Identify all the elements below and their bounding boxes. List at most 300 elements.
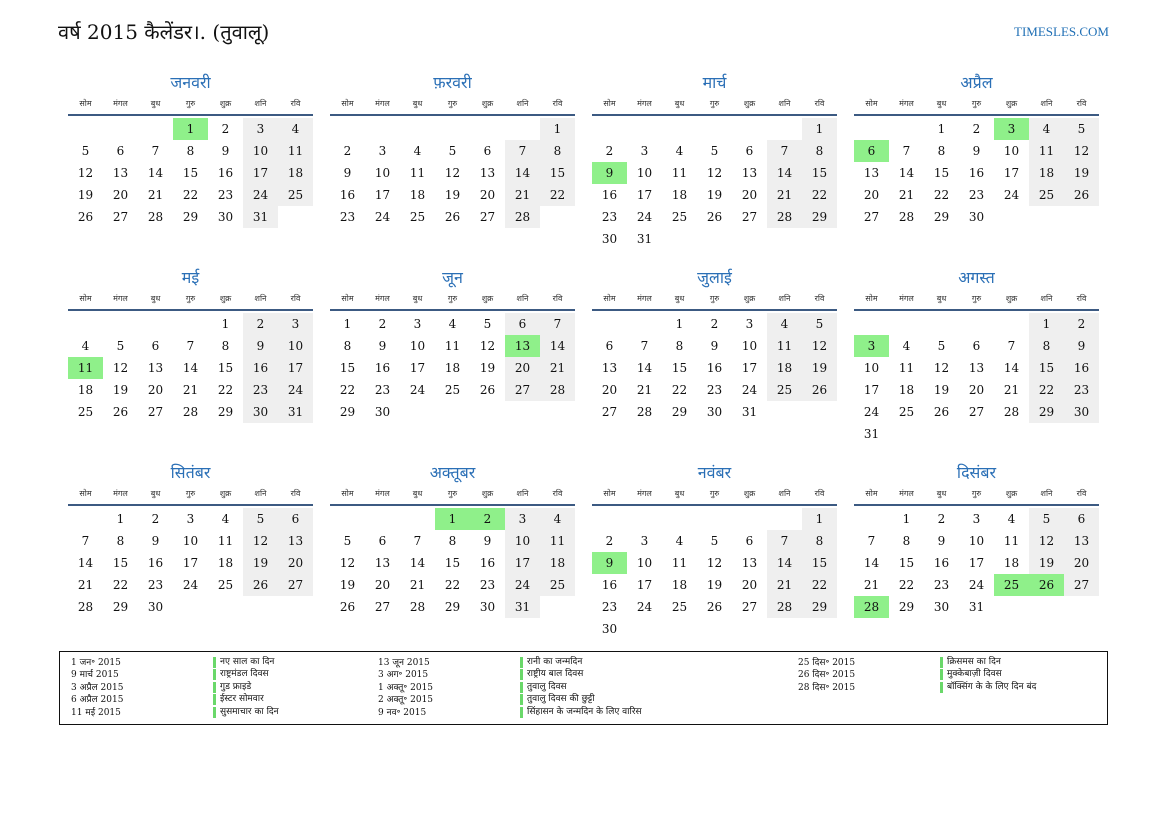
day-cell[interactable]: 26 [802, 379, 837, 401]
day-cell[interactable]: 10 [505, 530, 540, 552]
day-cell[interactable]: 20 [601, 383, 618, 397]
day-cell[interactable]: 17 [636, 578, 653, 592]
day-cell[interactable]: 9 [151, 534, 160, 548]
day-cell[interactable]: 19 [802, 357, 837, 379]
day-cell[interactable]: 28 [540, 379, 575, 401]
day-cell[interactable]: 14 [409, 556, 426, 570]
day-cell[interactable]: 19 [77, 188, 94, 202]
day-cell[interactable]: 6 [972, 339, 981, 353]
day-cell[interactable]: 9 [343, 166, 352, 180]
day-cell[interactable]: 12 [243, 530, 278, 552]
day-cell[interactable]: 4 [902, 339, 911, 353]
day-cell[interactable]: 16 [1064, 357, 1099, 379]
day-cell[interactable]: 29 [671, 405, 688, 419]
day-cell[interactable]: 23 [601, 210, 618, 224]
day-cell[interactable]: 15 [898, 556, 915, 570]
day-cell[interactable]: 8 [1029, 335, 1064, 357]
day-cell[interactable]: 2 [972, 122, 981, 136]
day-cell[interactable]: 16 [243, 357, 278, 379]
day-cell[interactable]: 7 [640, 339, 649, 353]
day-cell[interactable]: 21 [767, 574, 802, 596]
day-cell[interactable]: 14 [540, 335, 575, 357]
day-cell[interactable]: 22 [339, 383, 356, 397]
day-cell[interactable]: 30 [601, 232, 618, 246]
day-cell[interactable]: 23 [933, 578, 950, 592]
day-cell[interactable]: 14 [77, 556, 94, 570]
day-cell[interactable]: 4 [675, 534, 684, 548]
day-cell[interactable]: 9 [378, 339, 387, 353]
day-cell[interactable]: 7 [505, 140, 540, 162]
day-cell[interactable]: 10 [278, 335, 313, 357]
day-cell[interactable]: 18 [898, 383, 915, 397]
day-cell[interactable]: 17 [182, 556, 199, 570]
day-cell[interactable]: 16 [374, 361, 391, 375]
day-cell[interactable]: 11 [898, 361, 915, 375]
day-cell[interactable]: 6 [151, 339, 160, 353]
day-cell[interactable]: 23 [601, 600, 618, 614]
day-cell[interactable]: 31 [636, 232, 653, 246]
day-cell[interactable]: 31 [741, 405, 758, 419]
day-cell[interactable]: 18 [77, 383, 94, 397]
day-cell[interactable]: 13 [479, 166, 496, 180]
day-cell[interactable]: 7 [767, 530, 802, 552]
day-cell[interactable]: 26 [339, 600, 356, 614]
day-cell[interactable]: 3 [854, 335, 889, 357]
day-cell[interactable]: 17 [278, 357, 313, 379]
day-cell[interactable]: 22 [671, 383, 688, 397]
day-cell[interactable]: 14 [182, 361, 199, 375]
day-cell[interactable]: 20 [374, 578, 391, 592]
day-cell[interactable]: 28 [147, 210, 164, 224]
day-cell[interactable]: 2 [243, 313, 278, 335]
day-cell[interactable]: 17 [1003, 166, 1020, 180]
day-cell[interactable]: 1 [802, 118, 837, 140]
day-cell[interactable]: 10 [741, 339, 758, 353]
day-cell[interactable]: 11 [1003, 534, 1020, 548]
day-cell[interactable]: 24 [409, 383, 426, 397]
day-cell[interactable]: 30 [374, 405, 391, 419]
day-cell[interactable]: 12 [77, 166, 94, 180]
day-cell[interactable]: 24 [182, 578, 199, 592]
day-cell[interactable]: 10 [636, 556, 653, 570]
day-cell[interactable]: 13 [147, 361, 164, 375]
day-cell[interactable]: 24 [968, 578, 985, 592]
day-cell[interactable]: 16 [147, 556, 164, 570]
day-cell[interactable]: 31 [863, 427, 880, 441]
day-cell[interactable]: 21 [863, 578, 880, 592]
day-cell[interactable]: 29 [339, 405, 356, 419]
day-cell[interactable]: 12 [339, 556, 356, 570]
day-cell[interactable]: 17 [505, 552, 540, 574]
day-cell[interactable]: 9 [1064, 335, 1099, 357]
day-cell[interactable]: 23 [217, 188, 234, 202]
day-cell[interactable]: 18 [540, 552, 575, 574]
day-cell[interactable]: 15 [671, 361, 688, 375]
day-cell[interactable]: 22 [933, 188, 950, 202]
day-cell[interactable]: 24 [278, 379, 313, 401]
day-cell[interactable]: 21 [636, 383, 653, 397]
day-cell[interactable]: 25 [1029, 184, 1064, 206]
day-cell[interactable]: 18 [217, 556, 234, 570]
day-cell[interactable]: 3 [745, 317, 754, 331]
day-cell[interactable]: 27 [479, 210, 496, 224]
day-cell[interactable]: 13 [112, 166, 129, 180]
day-cell[interactable]: 16 [339, 188, 356, 202]
day-cell[interactable]: 10 [863, 361, 880, 375]
day-cell[interactable]: 23 [374, 383, 391, 397]
day-cell[interactable]: 30 [706, 405, 723, 419]
day-cell[interactable]: 30 [968, 210, 985, 224]
day-cell[interactable]: 4 [1007, 512, 1016, 526]
day-cell[interactable]: 27 [968, 405, 985, 419]
day-cell[interactable]: 22 [540, 184, 575, 206]
day-cell[interactable]: 5 [937, 339, 946, 353]
day-cell[interactable]: 20 [863, 188, 880, 202]
day-cell[interactable]: 10 [968, 534, 985, 548]
day-cell[interactable]: 25 [278, 184, 313, 206]
day-cell[interactable]: 13 [601, 361, 618, 375]
day-cell[interactable]: 28 [854, 596, 889, 618]
day-cell[interactable]: 20 [505, 357, 540, 379]
day-cell[interactable]: 24 [505, 574, 540, 596]
day-cell[interactable]: 26 [243, 574, 278, 596]
day-cell[interactable]: 31 [968, 600, 985, 614]
day-cell[interactable]: 12 [706, 556, 723, 570]
day-cell[interactable]: 1 [343, 317, 352, 331]
day-cell[interactable]: 19 [479, 361, 496, 375]
day-cell[interactable]: 29 [1029, 401, 1064, 423]
day-cell[interactable]: 5 [483, 317, 492, 331]
day-cell[interactable]: 17 [741, 361, 758, 375]
day-cell[interactable]: 26 [706, 600, 723, 614]
day-cell[interactable]: 12 [112, 361, 129, 375]
day-cell[interactable]: 18 [444, 361, 461, 375]
day-cell[interactable]: 12 [802, 335, 837, 357]
day-cell[interactable]: 29 [802, 596, 837, 618]
day-cell[interactable]: 2 [151, 512, 160, 526]
day-cell[interactable]: 1 [173, 118, 208, 140]
day-cell[interactable]: 20 [1064, 552, 1099, 574]
day-cell[interactable]: 9 [972, 144, 981, 158]
day-cell[interactable]: 11 [1029, 140, 1064, 162]
day-cell[interactable]: 24 [741, 383, 758, 397]
day-cell[interactable]: 14 [636, 361, 653, 375]
day-cell[interactable]: 8 [802, 140, 837, 162]
day-cell[interactable]: 5 [1029, 508, 1064, 530]
day-cell[interactable]: 1 [1029, 313, 1064, 335]
day-cell[interactable]: 1 [802, 508, 837, 530]
day-cell[interactable]: 4 [221, 512, 230, 526]
day-cell[interactable]: 31 [505, 596, 540, 618]
day-cell[interactable]: 25 [217, 578, 234, 592]
day-cell[interactable]: 19 [112, 383, 129, 397]
day-cell[interactable]: 2 [378, 317, 387, 331]
day-cell[interactable]: 21 [147, 188, 164, 202]
day-cell[interactable]: 9 [243, 335, 278, 357]
site-link[interactable]: TIMESLES.COM [1014, 24, 1109, 39]
day-cell[interactable]: 23 [339, 210, 356, 224]
day-cell[interactable]: 10 [374, 166, 391, 180]
day-cell[interactable]: 18 [1003, 556, 1020, 570]
day-cell[interactable]: 8 [343, 339, 352, 353]
day-cell[interactable]: 13 [741, 556, 758, 570]
day-cell[interactable]: 3 [413, 317, 422, 331]
day-cell[interactable]: 11 [409, 166, 426, 180]
day-cell[interactable]: 17 [636, 188, 653, 202]
day-cell[interactable]: 15 [112, 556, 129, 570]
day-cell[interactable]: 8 [902, 534, 911, 548]
day-cell[interactable]: 15 [444, 556, 461, 570]
day-cell[interactable]: 11 [278, 140, 313, 162]
day-cell[interactable]: 4 [278, 118, 313, 140]
day-cell[interactable]: 29 [802, 206, 837, 228]
day-cell[interactable]: 6 [278, 508, 313, 530]
day-cell[interactable]: 27 [1064, 574, 1099, 596]
day-cell[interactable]: 5 [243, 508, 278, 530]
day-cell[interactable]: 12 [706, 166, 723, 180]
day-cell[interactable]: 9 [592, 552, 627, 574]
day-cell[interactable]: 22 [802, 184, 837, 206]
day-cell[interactable]: 8 [221, 339, 230, 353]
day-cell[interactable]: 10 [1003, 144, 1020, 158]
day-cell[interactable]: 2 [605, 534, 614, 548]
day-cell[interactable]: 22 [182, 188, 199, 202]
day-cell[interactable]: 6 [854, 140, 889, 162]
day-cell[interactable]: 4 [413, 144, 422, 158]
day-cell[interactable]: 29 [112, 600, 129, 614]
day-cell[interactable]: 30 [147, 600, 164, 614]
day-cell[interactable]: 11 [767, 335, 802, 357]
day-cell[interactable]: 30 [479, 600, 496, 614]
day-cell[interactable]: 13 [278, 530, 313, 552]
day-cell[interactable]: 4 [448, 317, 457, 331]
day-cell[interactable]: 20 [741, 578, 758, 592]
day-cell[interactable]: 14 [863, 556, 880, 570]
day-cell[interactable]: 30 [601, 622, 618, 636]
day-cell[interactable]: 27 [741, 210, 758, 224]
day-cell[interactable]: 26 [77, 210, 94, 224]
day-cell[interactable]: 7 [81, 534, 90, 548]
day-cell[interactable]: 13 [968, 361, 985, 375]
day-cell[interactable]: 18 [1029, 162, 1064, 184]
day-cell[interactable]: 2 [470, 508, 505, 530]
day-cell[interactable]: 19 [1029, 552, 1064, 574]
day-cell[interactable]: 1 [675, 317, 684, 331]
day-cell[interactable]: 8 [186, 144, 195, 158]
day-cell[interactable]: 1 [116, 512, 125, 526]
day-cell[interactable]: 11 [217, 534, 234, 548]
day-cell[interactable]: 8 [675, 339, 684, 353]
day-cell[interactable]: 6 [745, 534, 754, 548]
day-cell[interactable]: 30 [933, 600, 950, 614]
day-cell[interactable]: 28 [505, 206, 540, 228]
day-cell[interactable]: 20 [147, 383, 164, 397]
day-cell[interactable]: 1 [540, 118, 575, 140]
day-cell[interactable]: 13 [505, 335, 540, 357]
day-cell[interactable]: 25 [444, 383, 461, 397]
day-cell[interactable]: 10 [409, 339, 426, 353]
day-cell[interactable]: 1 [221, 317, 230, 331]
day-cell[interactable]: 23 [479, 578, 496, 592]
day-cell[interactable]: 6 [605, 339, 614, 353]
day-cell[interactable]: 25 [994, 574, 1029, 596]
day-cell[interactable]: 19 [706, 578, 723, 592]
day-cell[interactable]: 30 [1064, 401, 1099, 423]
day-cell[interactable]: 24 [863, 405, 880, 419]
day-cell[interactable]: 13 [741, 166, 758, 180]
day-cell[interactable]: 25 [409, 210, 426, 224]
day-cell[interactable]: 15 [182, 166, 199, 180]
day-cell[interactable]: 23 [968, 188, 985, 202]
day-cell[interactable]: 12 [933, 361, 950, 375]
day-cell[interactable]: 19 [706, 188, 723, 202]
day-cell[interactable]: 15 [802, 162, 837, 184]
day-cell[interactable]: 26 [933, 405, 950, 419]
day-cell[interactable]: 19 [339, 578, 356, 592]
day-cell[interactable]: 5 [710, 534, 719, 548]
day-cell[interactable]: 16 [601, 188, 618, 202]
day-cell[interactable]: 15 [540, 162, 575, 184]
day-cell[interactable]: 4 [1029, 118, 1064, 140]
day-cell[interactable]: 16 [968, 166, 985, 180]
day-cell[interactable]: 7 [767, 140, 802, 162]
day-cell[interactable]: 15 [217, 361, 234, 375]
day-cell[interactable]: 21 [182, 383, 199, 397]
day-cell[interactable]: 7 [540, 313, 575, 335]
day-cell[interactable]: 4 [675, 144, 684, 158]
day-cell[interactable]: 3 [243, 118, 278, 140]
day-cell[interactable]: 3 [640, 144, 649, 158]
day-cell[interactable]: 8 [448, 534, 457, 548]
day-cell[interactable]: 3 [505, 508, 540, 530]
day-cell[interactable]: 3 [972, 512, 981, 526]
day-cell[interactable]: 10 [636, 166, 653, 180]
day-cell[interactable]: 25 [671, 600, 688, 614]
day-cell[interactable]: 19 [933, 383, 950, 397]
day-cell[interactable]: 12 [479, 339, 496, 353]
day-cell[interactable]: 3 [640, 534, 649, 548]
day-cell[interactable]: 15 [933, 166, 950, 180]
day-cell[interactable]: 23 [147, 578, 164, 592]
day-cell[interactable]: 6 [378, 534, 387, 548]
day-cell[interactable]: 10 [182, 534, 199, 548]
day-cell[interactable]: 31 [278, 401, 313, 423]
day-cell[interactable]: 23 [243, 379, 278, 401]
day-cell[interactable]: 6 [745, 144, 754, 158]
day-cell[interactable]: 18 [671, 188, 688, 202]
day-cell[interactable]: 14 [147, 166, 164, 180]
day-cell[interactable]: 24 [636, 600, 653, 614]
day-cell[interactable]: 22 [444, 578, 461, 592]
day-cell[interactable]: 25 [898, 405, 915, 419]
day-cell[interactable]: 11 [68, 357, 103, 379]
day-cell[interactable]: 27 [601, 405, 618, 419]
day-cell[interactable]: 18 [671, 578, 688, 592]
day-cell[interactable]: 8 [540, 140, 575, 162]
day-cell[interactable]: 8 [937, 144, 946, 158]
day-cell[interactable]: 28 [182, 405, 199, 419]
day-cell[interactable]: 18 [409, 188, 426, 202]
day-cell[interactable]: 20 [112, 188, 129, 202]
day-cell[interactable]: 14 [767, 162, 802, 184]
day-cell[interactable]: 26 [479, 383, 496, 397]
day-cell[interactable]: 13 [863, 166, 880, 180]
day-cell[interactable]: 9 [592, 162, 627, 184]
day-cell[interactable]: 6 [505, 313, 540, 335]
day-cell[interactable]: 20 [479, 188, 496, 202]
day-cell[interactable]: 7 [186, 339, 195, 353]
day-cell[interactable]: 28 [767, 206, 802, 228]
day-cell[interactable]: 26 [1064, 184, 1099, 206]
day-cell[interactable]: 3 [378, 144, 387, 158]
day-cell[interactable]: 5 [448, 144, 457, 158]
day-cell[interactable]: 15 [339, 361, 356, 375]
day-cell[interactable]: 10 [243, 140, 278, 162]
day-cell[interactable]: 20 [968, 383, 985, 397]
day-cell[interactable]: 15 [1029, 357, 1064, 379]
day-cell[interactable]: 27 [278, 574, 313, 596]
day-cell[interactable]: 12 [444, 166, 461, 180]
day-cell[interactable]: 28 [409, 600, 426, 614]
day-cell[interactable]: 4 [81, 339, 90, 353]
day-cell[interactable]: 8 [802, 530, 837, 552]
day-cell[interactable]: 27 [741, 600, 758, 614]
day-cell[interactable]: 19 [243, 552, 278, 574]
day-cell[interactable]: 24 [243, 184, 278, 206]
day-cell[interactable]: 26 [1029, 574, 1064, 596]
day-cell[interactable]: 27 [112, 210, 129, 224]
day-cell[interactable]: 22 [112, 578, 129, 592]
day-cell[interactable]: 5 [116, 339, 125, 353]
day-cell[interactable]: 2 [1064, 313, 1099, 335]
day-cell[interactable]: 20 [741, 188, 758, 202]
day-cell[interactable]: 1 [937, 122, 946, 136]
day-cell[interactable]: 1 [435, 508, 470, 530]
day-cell[interactable]: 22 [1029, 379, 1064, 401]
day-cell[interactable]: 28 [898, 210, 915, 224]
day-cell[interactable]: 21 [1003, 383, 1020, 397]
day-cell[interactable]: 16 [933, 556, 950, 570]
day-cell[interactable]: 27 [147, 405, 164, 419]
day-cell[interactable]: 14 [505, 162, 540, 184]
day-cell[interactable]: 14 [898, 166, 915, 180]
day-cell[interactable]: 9 [483, 534, 492, 548]
day-cell[interactable]: 31 [243, 206, 278, 228]
day-cell[interactable]: 21 [540, 357, 575, 379]
day-cell[interactable]: 11 [671, 556, 688, 570]
day-cell[interactable]: 28 [77, 600, 94, 614]
day-cell[interactable]: 17 [374, 188, 391, 202]
day-cell[interactable]: 22 [217, 383, 234, 397]
day-cell[interactable]: 14 [767, 552, 802, 574]
day-cell[interactable]: 17 [968, 556, 985, 570]
day-cell[interactable]: 22 [898, 578, 915, 592]
day-cell[interactable]: 9 [221, 144, 230, 158]
day-cell[interactable]: 17 [863, 383, 880, 397]
day-cell[interactable]: 28 [767, 596, 802, 618]
day-cell[interactable]: 5 [343, 534, 352, 548]
day-cell[interactable]: 7 [1007, 339, 1016, 353]
day-cell[interactable]: 28 [1003, 405, 1020, 419]
day-cell[interactable]: 25 [767, 379, 802, 401]
day-cell[interactable]: 7 [902, 144, 911, 158]
day-cell[interactable]: 30 [217, 210, 234, 224]
day-cell[interactable]: 21 [409, 578, 426, 592]
day-cell[interactable]: 24 [636, 210, 653, 224]
day-cell[interactable]: 16 [706, 361, 723, 375]
day-cell[interactable]: 2 [710, 317, 719, 331]
day-cell[interactable]: 3 [994, 118, 1029, 140]
